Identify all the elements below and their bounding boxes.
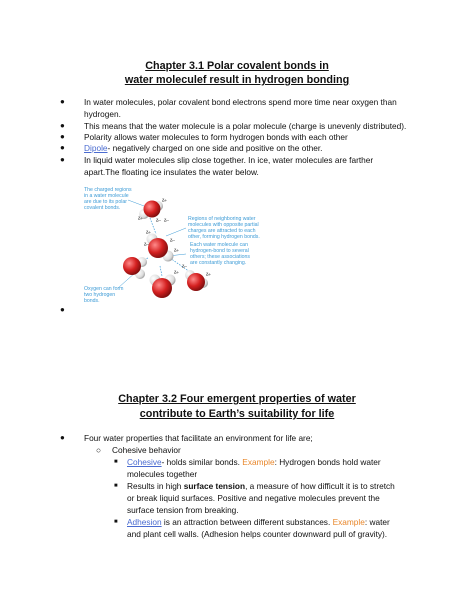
- cohesive-link[interactable]: Cohesive: [127, 457, 162, 467]
- svg-text:other, forming hydrogen bonds.: other, forming hydrogen bonds.: [188, 234, 260, 240]
- svg-text:two hydrogen: two hydrogen: [84, 292, 116, 298]
- svg-text:δ+: δ+: [162, 198, 168, 203]
- square-bullet: ■: [114, 519, 118, 525]
- label-oxygen-bonds: Oxygen can form: [84, 286, 124, 292]
- bullet-text-4: Dipole- negatively charged on one side and positive on the other.: [84, 143, 323, 153]
- bullet-text-1a: In water molecules, polar covalent bond electrons spend more time near oxygen than: [84, 97, 397, 107]
- cohesive-line2: molecules together: [127, 469, 198, 479]
- bullet-text-5a: In liquid water molecules slip close together. In ice, water molecules are farther: [84, 155, 374, 165]
- cohesive-line1: Cohesive- holds similar bonds. Example: Hydrogen bonds hold water: [127, 457, 381, 467]
- svg-text:δ+: δ+: [174, 270, 180, 275]
- cohesive-behavior-text: Cohesive behavior: [112, 445, 181, 455]
- svg-text:charges are attracted to each: charges are attracted to each: [188, 228, 256, 234]
- water-hydrogen-bond-figure: [78, 176, 288, 316]
- bullet-dot: ●: [60, 132, 65, 141]
- svg-text:covalent bonds.: covalent bonds.: [84, 205, 121, 211]
- bullet-text-1b: hydrogen.: [84, 109, 121, 119]
- svg-text:δ+: δ+: [206, 272, 212, 277]
- tension-line1: Results in high surface tension, a measure of how difficult it is to stretch: [127, 481, 395, 491]
- svg-text:δ−: δ−: [144, 242, 150, 247]
- adhesion-line2: and plant cell walls. (Adhesion helps counter downward pull of gravity).: [127, 529, 388, 539]
- square-bullet: ■: [114, 459, 118, 465]
- tension-line3: surface tension from breaking.: [127, 505, 239, 515]
- svg-text:are due to its polar: are due to its polar: [84, 199, 127, 205]
- adhesion-link[interactable]: Adhesion: [127, 517, 162, 527]
- bullet-text-5b: apart.The floating ice insulates the water below.: [84, 167, 259, 177]
- section2-title-line2: contribute to Earth’s suitability for life: [139, 408, 335, 420]
- bullet-dot: ●: [60, 121, 65, 130]
- water-molecule-bottom: [150, 275, 176, 299]
- svg-text:in a water molecule: in a water molecule: [84, 193, 129, 199]
- bullet-dot: ●: [60, 97, 65, 106]
- svg-text:bonds.: bonds.: [84, 298, 100, 304]
- svg-text:are constantly changing.: are constantly changing.: [190, 260, 247, 266]
- tension-line2: or break liquid surfaces. Positive and negative molecules prevent the: [127, 493, 380, 503]
- svg-text:hydrogen-bond to several: hydrogen-bond to several: [190, 248, 249, 254]
- square-bullet: ■: [114, 483, 118, 489]
- svg-text:δ−: δ−: [182, 264, 188, 269]
- svg-text:others; these associations: others; these associations: [190, 254, 250, 260]
- dipole-link[interactable]: Dipole: [84, 143, 108, 153]
- section1-title-line1: Chapter 3.1 Polar covalent bonds in: [145, 60, 329, 72]
- bullet-dot-empty: ●: [60, 305, 65, 314]
- water-molecule-right: [185, 270, 208, 291]
- label-neighboring-regions: Regions of neighboring water: [188, 216, 256, 222]
- svg-text:molecules with opposite partia: molecules with opposite partial: [188, 222, 259, 228]
- svg-text:δ+: δ+: [138, 216, 144, 221]
- svg-text:δ−: δ−: [164, 218, 170, 223]
- svg-text:δ−: δ−: [156, 218, 162, 223]
- section2-title-line1: Chapter 3.2 Four emergent properties of water: [118, 393, 356, 405]
- intro-text: Four water properties that facilitate an environment for life are;: [84, 433, 313, 443]
- section1-title-line2: water moleculef result in hydrogen bonding: [124, 74, 350, 86]
- bullet-text-2: This means that the water molecule is a polar molecule (charge is unevenly distributed).: [84, 121, 407, 131]
- label-charged-regions-1: The charged regions: [84, 187, 132, 193]
- sub-bullet-circle: ○: [96, 445, 102, 455]
- svg-text:δ+: δ+: [174, 248, 180, 253]
- bullet-dot: ●: [60, 143, 65, 152]
- water-molecule-left: [123, 257, 147, 279]
- bullet-text-3: Polarity allows water molecules to form hydrogen bonds with each other: [84, 132, 348, 142]
- adhesion-line1: Adhesion is an attraction between different substances. Example: water: [127, 517, 390, 527]
- svg-text:δ+: δ+: [146, 230, 152, 235]
- label-each-molecule: Each water molecule can: [190, 242, 248, 248]
- bullet-dot: ●: [60, 155, 65, 164]
- bullet-dot: ●: [60, 433, 65, 442]
- svg-text:δ−: δ−: [170, 238, 176, 243]
